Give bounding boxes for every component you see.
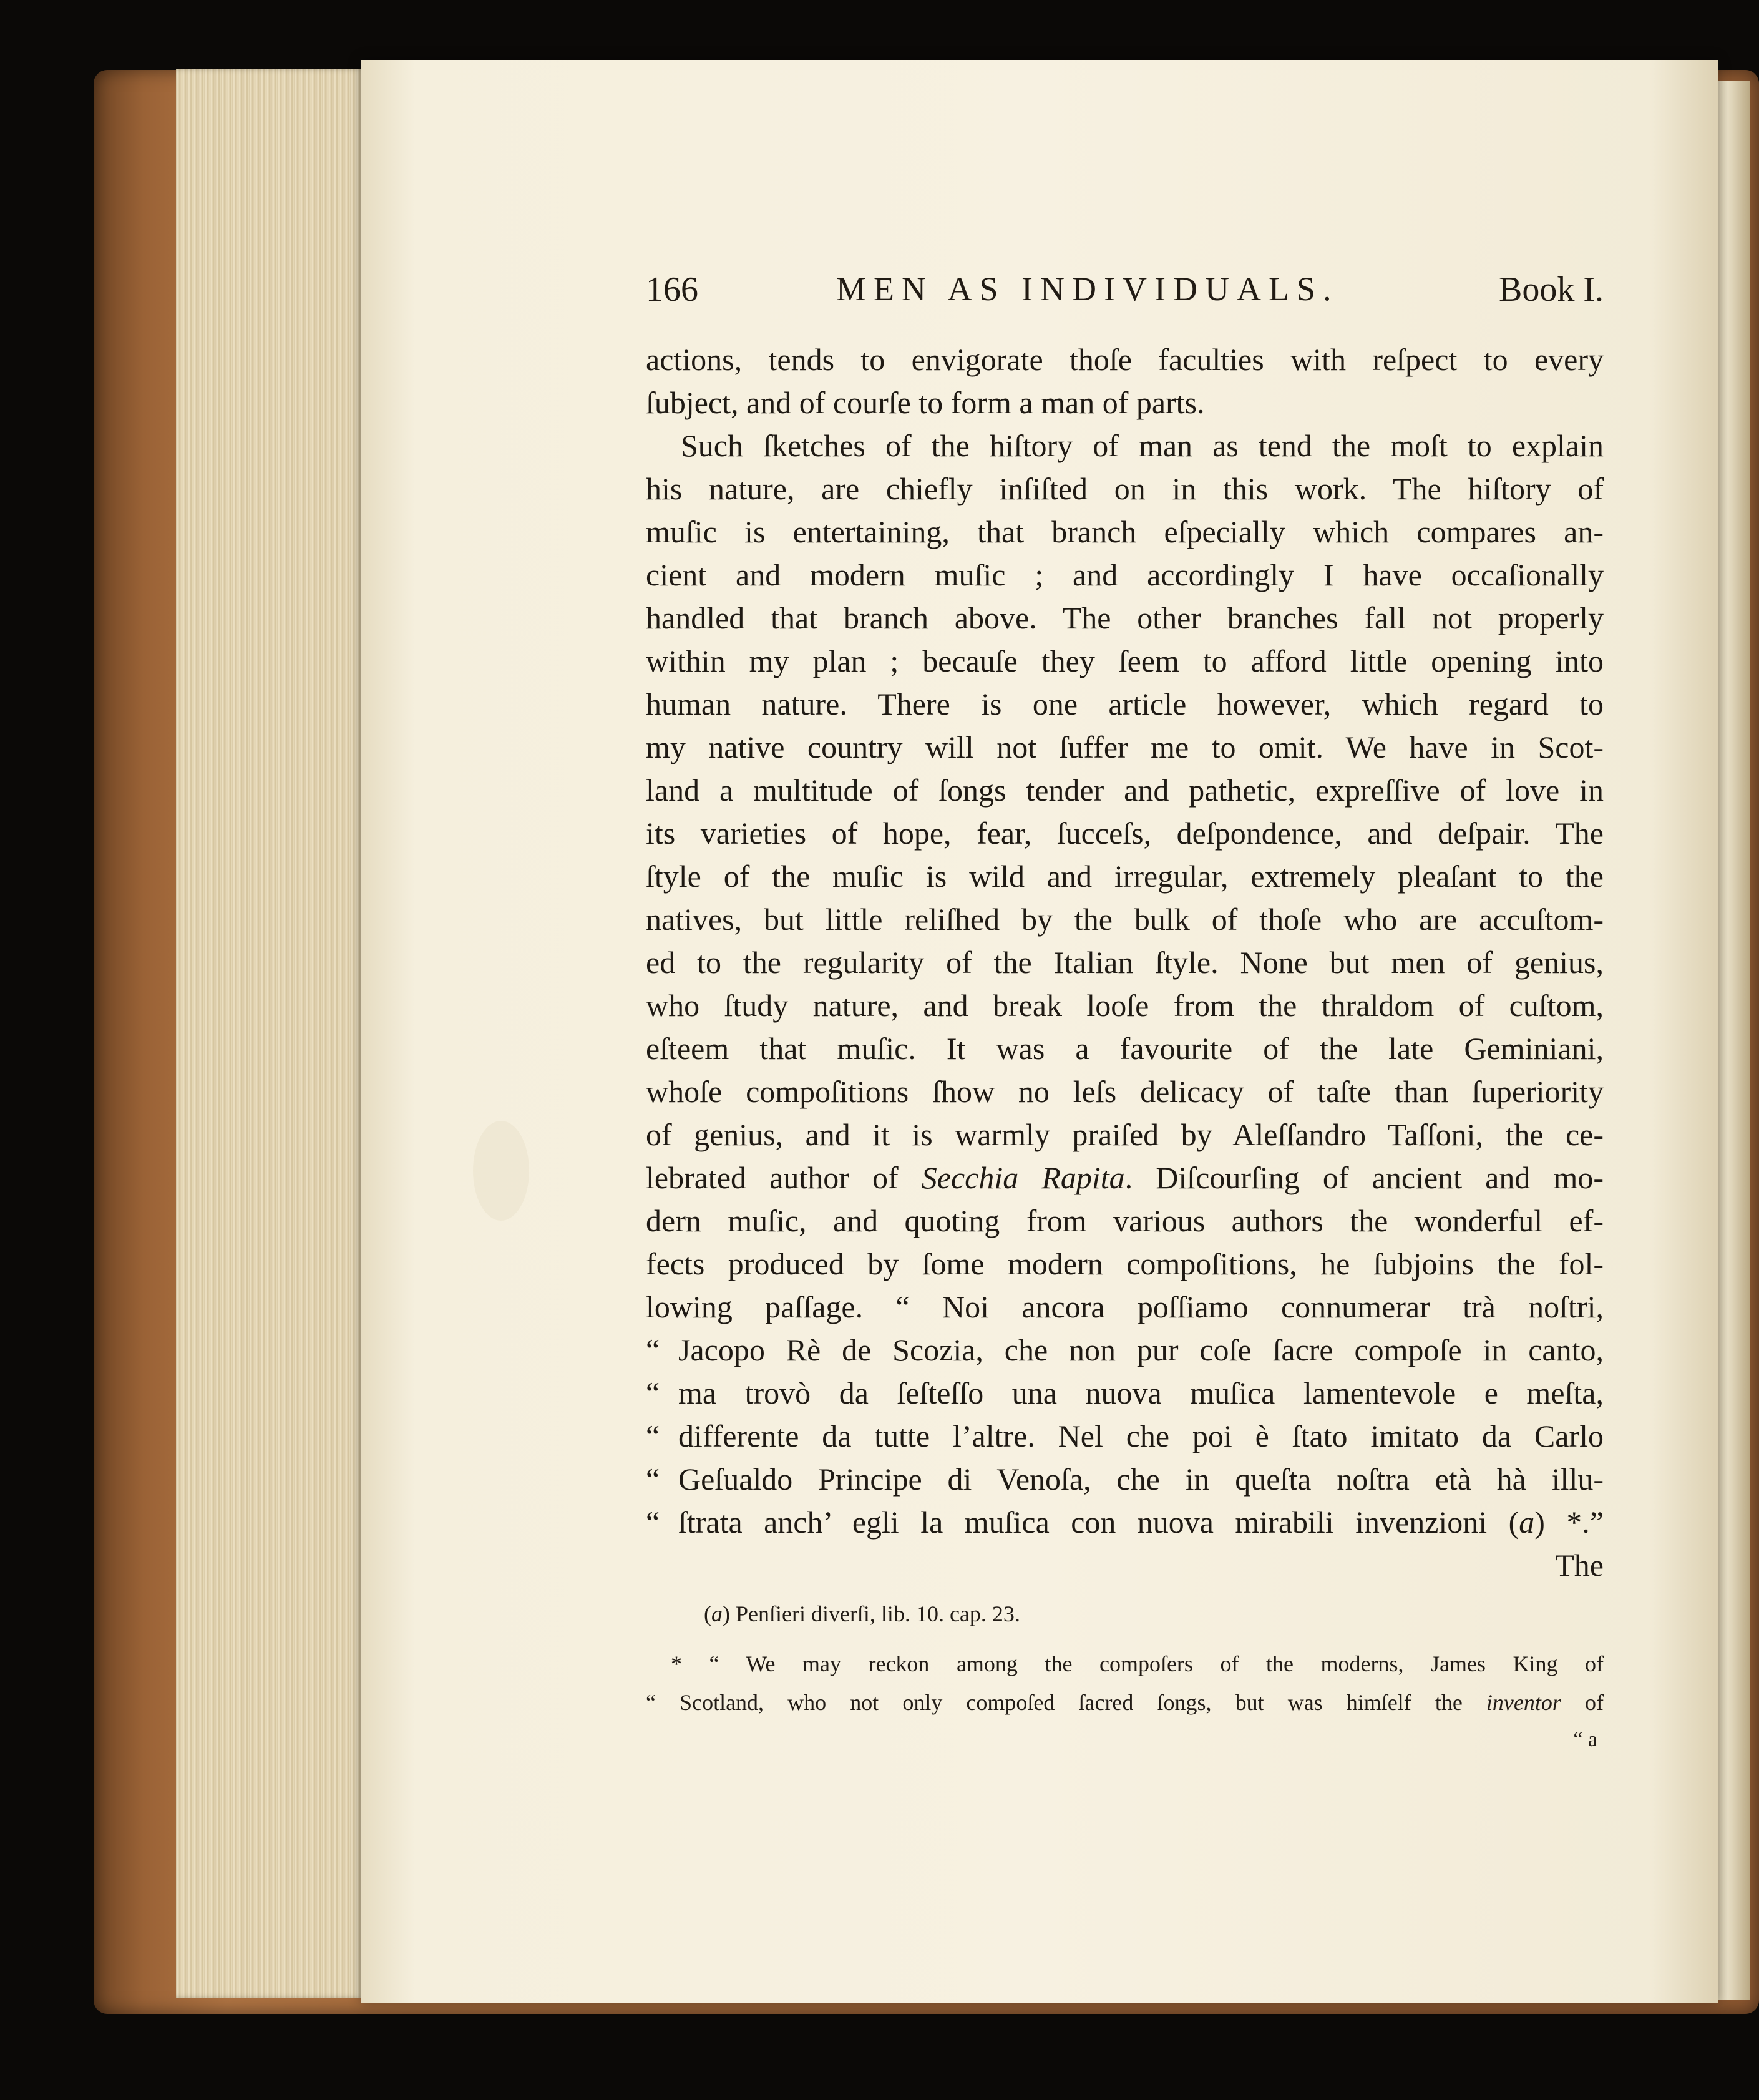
text-line: human nature. There is one article however, which regard to <box>646 686 1604 721</box>
footnote-star-line-2 <box>646 1689 1604 1728</box>
book-label: Book I. <box>1499 270 1604 309</box>
text-line: dern muſic, and quoting from various authors the wonderful ef- <box>646 1203 1604 1238</box>
text-line: ſtyle of the muſic is wild and irregular, extremely pleaſant to the <box>646 859 1604 894</box>
quote-text: differente da tutte l’altre. Nel che poi è ſtato imitato da Carlo <box>678 1419 1604 1453</box>
quote-line <box>646 1329 1604 1372</box>
quote-text-start: ſtrata anch’ egli la muſica con nuova mirabili invenzioni ( <box>678 1505 1519 1540</box>
quote-mark: “ <box>646 1419 660 1453</box>
text-line: his nature, are chiefly inſiſted on in this work. The hiſtory of <box>646 471 1604 506</box>
quote-mark: “ <box>646 1375 660 1410</box>
page-edges <box>176 69 365 1998</box>
line-start: lebrated author of <box>646 1160 922 1195</box>
quote-text: ma trovò da ſeſteſſo una nuova muſica lamentevole e meſta, <box>678 1375 1604 1410</box>
quote-line <box>646 1372 1604 1415</box>
text-line: cient and modern muſic ; and accordingly I have occaſionally <box>646 557 1604 592</box>
running-head: MEN AS INDIVIDUALS. <box>836 270 1339 308</box>
footnote-ref-a: a <box>1519 1505 1535 1540</box>
quote-mark: “ <box>646 1332 660 1367</box>
page-number: 166 <box>646 270 698 309</box>
footnote-star-line-1: * “ We may reckon among the compoſers of the moderns, James King of <box>671 1651 1604 1676</box>
text-line: lowing paſſage. “ Noi ancora poſſiamo connumerar trà noſtri, <box>646 1289 1604 1324</box>
text-line: fects produced by ſome modern compoſitions, he ſubjoins the fol- <box>646 1246 1604 1281</box>
text-line: within my plan ; becauſe they ſeem to afford little opening into <box>646 643 1604 678</box>
text-line: ed to the regularity of the Italian ſtyle. None but men of genius, <box>646 945 1604 980</box>
text-line: muſic is entertaining, that branch eſpecially which compares an- <box>646 514 1604 549</box>
text-line: actions, tends to envigorate thoſe faculties with reſpect to every <box>646 342 1604 377</box>
facing-page-edge <box>1713 81 1750 2000</box>
text-line: ſubject, and of courſe to form a man of parts. <box>646 385 1205 420</box>
quote-text: Jacopo Rè de Scozia, che non pur coſe ſacre compoſe in canto, <box>678 1332 1604 1367</box>
quote-line <box>646 1415 1604 1458</box>
quote-text-end: ) *.” <box>1534 1505 1604 1540</box>
footnote-a-open: ( <box>704 1601 711 1626</box>
footnote-star-italic: inventor <box>1486 1690 1561 1715</box>
text-line: whoſe compoſitions ſhow no leſs delicacy of taſte than ſuperiority <box>646 1074 1604 1109</box>
text-line-with-title <box>646 1156 1604 1199</box>
footnote-a-text: ) Penſieri diverſi, lib. 10. cap. 23. <box>723 1601 1020 1626</box>
text-line: who ſtudy nature, and break looſe from the thraldom of cuſtom, <box>646 988 1604 1023</box>
text-line: of genius, and it is warmly praiſed by Aleſſandro Taſſoni, the ce- <box>646 1117 1604 1152</box>
page-stain <box>473 1121 529 1221</box>
text-line: natives, but little reliſhed by the bulk of thoſe who are accuſtom- <box>646 902 1604 937</box>
quote-line <box>646 1501 1604 1544</box>
footnote-a-letter: a <box>711 1601 723 1626</box>
text-line: handled that branch above. The other branches fall not properly <box>646 600 1604 635</box>
footnote-star-text: “ Scotland, who not only compoſed ſacred ſongs, but was himſelf the <box>646 1690 1486 1715</box>
page-header <box>646 270 1604 313</box>
text-line: its varieties of hope, fear, ſucceſs, deſpondence, and deſpair. The <box>646 816 1604 851</box>
book-title-secchia-rapita: Secchia Rapita <box>921 1160 1125 1195</box>
line-end: . Diſcourſing of ancient and mo- <box>1124 1160 1604 1195</box>
text-line: land a multitude of ſongs tender and pathetic, expreſſive of love in <box>646 773 1604 808</box>
quote-line <box>646 1458 1604 1501</box>
quote-text: Geſualdo Principe di Venoſa, che in queſta noſtra età hà illu- <box>678 1462 1604 1497</box>
text-line: Such ſketches of the hiſtory of man as tend the moſt to explain <box>681 428 1604 463</box>
text-line: eſteem that muſic. It was a favourite of the late Geminiani, <box>646 1031 1604 1066</box>
quote-mark: “ <box>646 1462 660 1497</box>
quote-mark: “ <box>646 1505 660 1540</box>
text-line: my native country will not ſuffer me to omit. We have in Scot- <box>646 730 1604 764</box>
footnote-catchword: “ a <box>1573 1728 1597 1751</box>
footnotes <box>646 1601 1604 1765</box>
catchword: The <box>1555 1548 1604 1583</box>
footnote-star-end: of <box>1561 1690 1604 1715</box>
body-text <box>646 338 1604 1587</box>
footnote-a <box>646 1601 1604 1638</box>
